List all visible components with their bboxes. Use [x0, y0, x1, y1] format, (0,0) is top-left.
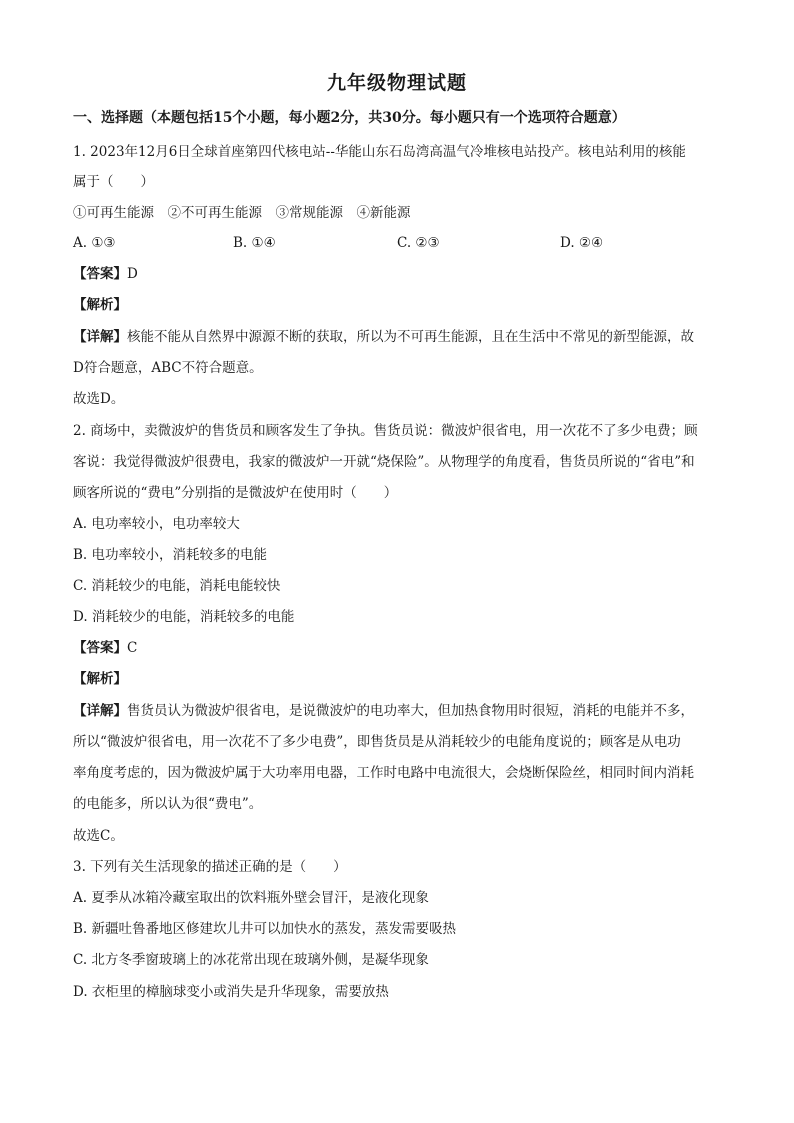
q3-option-b: B. 新疆吐鲁番地区修建坎儿井可以加快水的蒸发，蒸发需要吸热 — [73, 921, 457, 937]
q1-detail-line1 — [73, 327, 694, 347]
q2-option-a: A. 电功率较小，电功率较大 — [73, 516, 240, 532]
q3-option-d: D. 衣柜里的樟脑球变小或消失是升华现象，需要放热 — [73, 984, 389, 1000]
q3-option-a: A. 夏季从冰箱冷藏室取出的饮料瓶外壁会冒汗，是液化现象 — [73, 890, 429, 906]
q3-option-c: C. 北方冬季窗玻璃上的冰花常出现在玻璃外侧，是凝华现象 — [73, 952, 429, 968]
q1-stem-line2: 属于（ ） — [73, 174, 154, 190]
q2-detail-line3: 率角度考虑的，因为微波炉属于大功率用电器，工作时电路中电流很大，会烧断保险丝，相同时间内消耗 — [73, 765, 694, 781]
detail-text: 售货员认为微波炉很省电，是说微波炉的电功率大，但加热食物用时很短，消耗的电能并不多， — [127, 703, 694, 719]
q1-option-b: B. ①④ — [233, 235, 276, 251]
q1-stem-line1: 1. 2023年12月6日全球首座第四代核电站--华能山东石岛湾高温气冷堆核电站投产。核电站利用的核能 — [73, 144, 686, 160]
detail-text: 核能不能从自然界中源源不断的获取，所以为不可再生能源，且在生活中不常见的新型能源，故 — [127, 329, 694, 345]
answer-value: C — [127, 640, 138, 656]
q1-option-c: C. ②③ — [397, 235, 440, 251]
q1-option-d: D. ②④ — [560, 235, 604, 251]
q1-items: ①可再生能源 ②不可再生能源 ③常规能源 ④新能源 — [73, 205, 411, 221]
answer-value: D — [127, 266, 138, 282]
q2-stem-line1: 2. 商场中，卖微波炉的售货员和顾客发生了争执。售货员说：微波炉很省电，用一次花不了多少电费；顾 — [73, 423, 698, 439]
section-heading: 一、选择题（本题包括15个小题，每小题2分，共30分。每小题只有一个选项符合题意） — [73, 110, 626, 126]
detail-tag: 【详解】 — [73, 703, 127, 719]
q1-analysis-tag: 【解析】 — [73, 297, 127, 313]
q3-stem: 3. 下列有关生活现象的描述正确的是（ ） — [73, 859, 347, 875]
q2-detail-line4: 的电能多，所以认为很“费电”。 — [73, 796, 263, 812]
q2-analysis-tag: 【解析】 — [73, 671, 127, 687]
q2-option-b: B. 电功率较小，消耗较多的电能 — [73, 547, 268, 563]
q2-answer — [73, 638, 137, 658]
q2-detail-line2: 所以“微波炉很省电，用一次花不了多少电费”，即售货员是从消耗较少的电能角度说的；顾客是从电功 — [73, 734, 681, 750]
q2-option-d: D. 消耗较少的电能，消耗较多的电能 — [73, 609, 295, 625]
answer-tag: 【答案】 — [73, 640, 127, 656]
answer-tag: 【答案】 — [73, 266, 127, 282]
q1-conclusion: 故选D。 — [73, 391, 125, 407]
page-title: 九年级物理试题 — [326, 72, 467, 94]
q1-answer — [73, 264, 138, 284]
detail-tag: 【详解】 — [73, 329, 127, 345]
q1-detail-line2: D符合题意，ABC不符合题意。 — [73, 360, 263, 376]
q2-option-c: C. 消耗较少的电能，消耗电能较快 — [73, 578, 281, 594]
q2-detail-line1 — [73, 701, 694, 721]
q2-stem-line3: 顾客所说的“费电”分别指的是微波炉在使用时（ ） — [73, 485, 398, 501]
q2-conclusion: 故选C。 — [73, 828, 124, 844]
q2-stem-line2: 客说：我觉得微波炉很费电，我家的微波炉一开就“烧保险”。从物理学的角度看，售货员所说的“省电”和 — [73, 454, 695, 470]
q1-option-a: A. ①③ — [73, 235, 116, 251]
